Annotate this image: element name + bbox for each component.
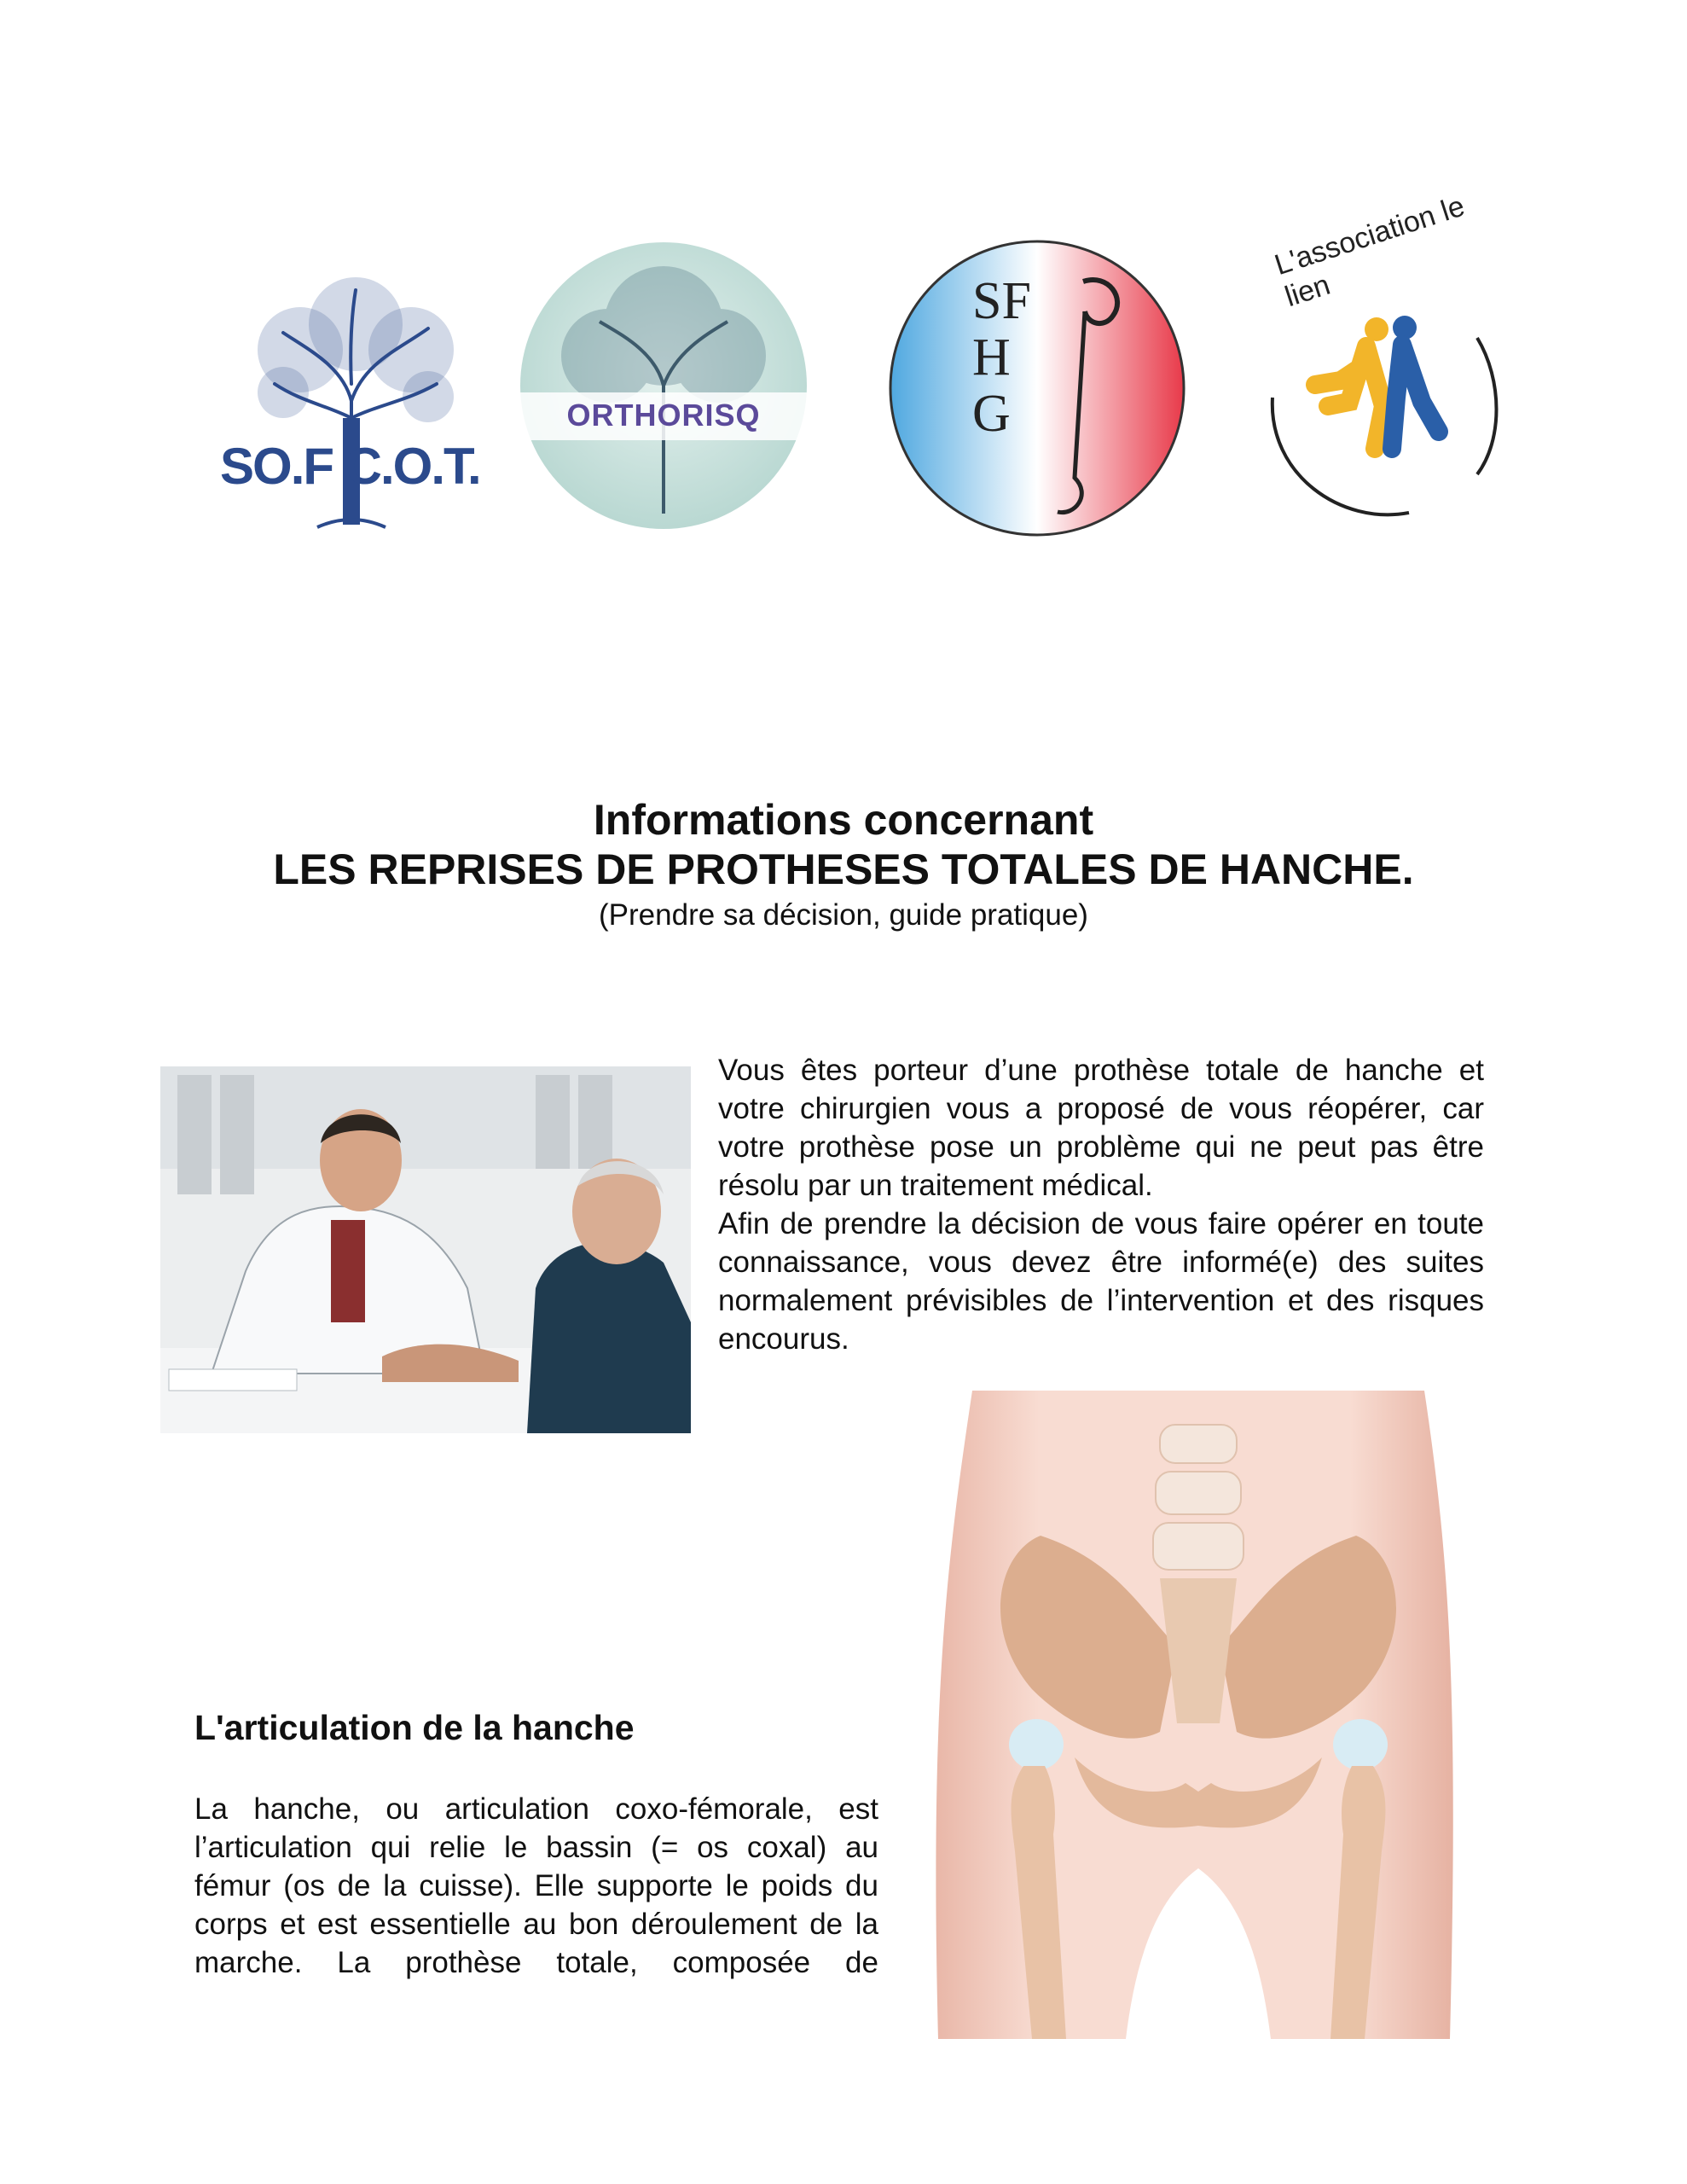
subtitle: (Prendre sa décision, guide pratique): [599, 898, 1088, 932]
title-line-1: Informations concernant: [593, 796, 1094, 844]
title-block: [0, 795, 1687, 935]
orthorisq-logo-text: ORTHORISQ: [566, 398, 761, 433]
sofcot-logo-text: SO.F C.O.T.: [220, 438, 480, 495]
association-le-lien-logo-text: L'association le lien: [1271, 189, 1469, 314]
doctor-patient-image: [160, 1066, 691, 1433]
orthorisq-logo: [519, 241, 809, 531]
intro-text: [718, 1051, 1484, 1358]
sfhg-logo-text: SFHG: [972, 272, 1031, 443]
pelvis-anatomy-image: [904, 1391, 1493, 2039]
title-line-2: LES REPRISES DE PROTHESES TOTALES DE HANCHE.: [273, 845, 1414, 893]
intro-paragraph-2: Afin de prendre la décision de vous faire opérer en toute connaissance, vous devez être informé(e) des suites normalement prévisibles de l’intervention et des risques encourus.: [718, 1207, 1484, 1356]
section-heading: L'articulation de la hanche: [194, 1708, 635, 1747]
section-body: La hanche, ou articulation coxo-fémorale, est l’articulation qui relie le bassin (= os coxal) au fémur (os de la cuisse). Elle supporte le poids du corps et est essentielle au bon déroulement de la marche. La prothèse totale, composée de: [194, 1792, 878, 1979]
intro-paragraph-1: Vous êtes porteur d’une prothèse totale de hanche et votre chirurgien vous a proposé de vous réopérer, car votre prothèse pose un problème qui ne peut pas être résolu par un traitement médical.: [718, 1054, 1484, 1202]
